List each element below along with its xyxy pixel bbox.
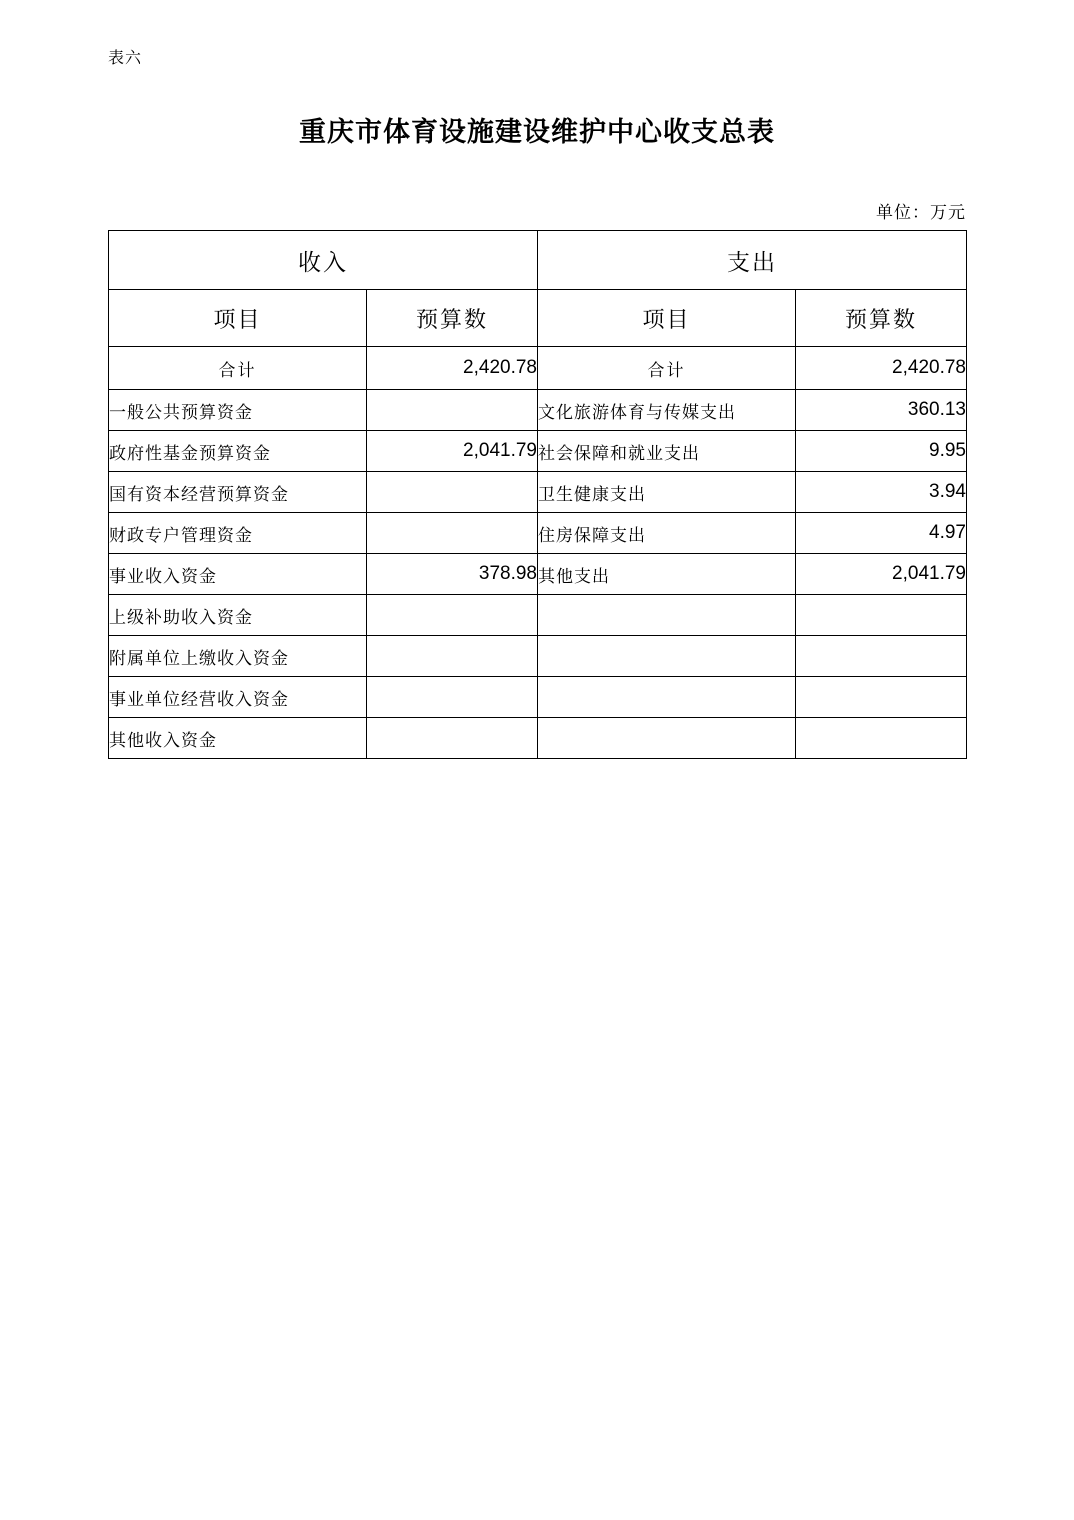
total-label-income: 合计 xyxy=(109,347,367,390)
expenditure-item-value xyxy=(796,677,967,718)
table-row xyxy=(109,677,967,718)
expenditure-item-value: 4.97 xyxy=(796,513,967,554)
expenditure-item-value: 3.94 xyxy=(796,472,967,513)
table-row xyxy=(109,554,967,595)
table-group-header-row xyxy=(109,231,967,290)
unit-note: 单位：万元 xyxy=(876,203,966,223)
income-item-label: 上级补助收入资金 xyxy=(109,595,367,636)
table-row xyxy=(109,595,967,636)
income-item-value xyxy=(367,636,538,677)
column-header-expenditure-item: 项目 xyxy=(538,290,796,347)
expenditure-item-value xyxy=(796,595,967,636)
expenditure-item-value xyxy=(796,636,967,677)
table-row xyxy=(109,472,967,513)
table-row xyxy=(109,431,967,472)
expenditure-item-value: 2,041.79 xyxy=(796,554,967,595)
expenditure-item-value xyxy=(796,718,967,759)
income-item-label: 事业收入资金 xyxy=(109,554,367,595)
income-item-label: 一般公共预算资金 xyxy=(109,390,367,431)
expenditure-item-label: 住房保障支出 xyxy=(538,513,796,554)
page-title: 重庆市体育设施建设维护中心收支总表 xyxy=(299,117,775,148)
income-item-value xyxy=(367,472,538,513)
income-item-value: 2,041.79 xyxy=(367,431,538,472)
total-label-expenditure: 合计 xyxy=(538,347,796,390)
table-column-header-row xyxy=(109,290,967,347)
budget-summary-table xyxy=(108,230,967,759)
income-item-value: 378.98 xyxy=(367,554,538,595)
table-row xyxy=(109,390,967,431)
expenditure-item-label: 文化旅游体育与传媒支出 xyxy=(538,390,796,431)
expenditure-item-value: 360.13 xyxy=(796,390,967,431)
expenditure-item-label: 社会保障和就业支出 xyxy=(538,431,796,472)
sheet-label: 表六 xyxy=(108,48,143,67)
total-value-expenditure: 2,420.78 xyxy=(796,347,967,390)
income-item-label: 其他收入资金 xyxy=(109,718,367,759)
income-item-value xyxy=(367,718,538,759)
expenditure-item-label: 卫生健康支出 xyxy=(538,472,796,513)
table-row xyxy=(109,513,967,554)
table-row xyxy=(109,636,967,677)
group-header-expenditure: 支出 xyxy=(538,231,967,290)
expenditure-item-label xyxy=(538,636,796,677)
income-item-value xyxy=(367,390,538,431)
expenditure-item-label xyxy=(538,595,796,636)
table-row xyxy=(109,718,967,759)
column-header-income-item: 项目 xyxy=(109,290,367,347)
group-header-income: 收入 xyxy=(109,231,538,290)
expenditure-item-label xyxy=(538,677,796,718)
income-item-value xyxy=(367,513,538,554)
expenditure-item-label xyxy=(538,718,796,759)
table-total-row xyxy=(109,347,967,390)
column-header-income-budget: 预算数 xyxy=(367,290,538,347)
income-item-label: 附属单位上缴收入资金 xyxy=(109,636,367,677)
income-item-label: 国有资本经营预算资金 xyxy=(109,472,367,513)
column-header-expenditure-budget: 预算数 xyxy=(796,290,967,347)
expenditure-item-label: 其他支出 xyxy=(538,554,796,595)
income-item-value xyxy=(367,677,538,718)
income-item-label: 财政专户管理资金 xyxy=(109,513,367,554)
income-item-label: 事业单位经营收入资金 xyxy=(109,677,367,718)
expenditure-item-value: 9.95 xyxy=(796,431,967,472)
total-value-income: 2,420.78 xyxy=(367,347,538,390)
income-item-value xyxy=(367,595,538,636)
income-item-label: 政府性基金预算资金 xyxy=(109,431,367,472)
